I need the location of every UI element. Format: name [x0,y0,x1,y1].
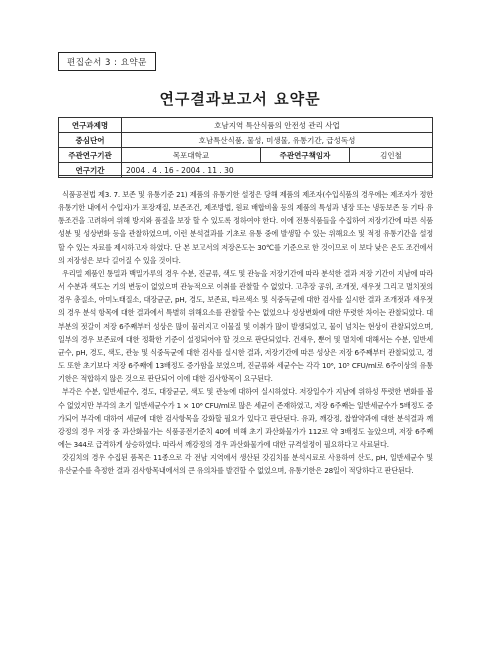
pi-value: 김인철 [350,148,433,163]
summary-paragraph: 갓김치의 경우 수집된 품목은 11종으로 각 전남 지역에서 생산된 갓김치를 분석시료로 사용하여 산도, pH, 일반세균수 및 유산균수를 측정한 결과 검사항목내에서의 큰 유의차를 발견할 수 없었으며, 유통기한은 28일이 적당하다고 판단된다. [58,453,433,476]
page-title: 연구결과보고서 요약문 [159,90,321,108]
pi-label: 주관연구책임자 [261,148,350,163]
table-bottom-rule [58,175,433,176]
summary-paragraph: 우리밀 제품인 통밀과 백밀가루의 경우 수분, 진균류, 색도 및 관능을 저장기간에 따라 분석한 결과 저장 기간이 지남에 따라서 수분과 색도는 기의 변동이 없었으며 관능적으로 이취를 관찰할 수 없었다. 고추장 공위, 조개젓, 새우젓 그리고 멸치젓의 경우 총질소, 아미노태질소, 대장균군, pH, 경도, 보존료, 타르색소 및 식중독균에 대한 검사를 실시한 결과 조개젓과 새우젓의 경우 분석 항목에 대한 결과에서 특별히 위해요소를 관찰할 수는 없었으나 성상변화에 대한 뚜렷한 차이는 관찰되었다. 대부분의 젓갈이 저장 6주째부터 성상은 많이 물러지고 이물질 및 이취가 많이 발생되었고, 물이 넘치는 현상이 관찰되었으며, 일부의 경우 보존료에 대한 정확한 기준이 설정되어야 할 것으로 판단되었다. 건새우, 뿐어 및 멸치에 대해서는 수분, 일반세균수, pH, 경도, 색도, 관능 및 식중독균에 대한 검사를 실시한 결과, 저장기간에 따른 성상은 저장 6주째부터 관찰되었고, 경도 또한 초기보다 저장 6주째에 13배정도 증가함을 보였으며, 진균류와 세균수는 각각 10⁶, 10⁵ CFU/ml로 6주이상의 유통기한은 적합하지 않은 것으로 판단되어 이에 대한 검사항목이 요구된다. [58,268,433,384]
summary-paragraph: 식품공전법 제3. 7. 보존 및 유통기준 21) 제품의 유통기한 설정은 당해 제품의 제조자(수입식품의 경우에는 제조자가 정한 유통기한 내에서 수입자)가 포장재질, 보존조건, 제조방법, 원료 배합비율 등의 제품의 특성과 냉장 또는 냉동보존 등 기타 유통조건을 고려하여 위해 방지와 품질을 보장 할 수 있도록 정하여야 한다. 이에 전통식품들을 수집하여 저장기간에 따른 식품성분 및 성상변화 등을 관찰하였으며, 이런 분석결과를 기초로 유통 중에 발생할 수 있는 위해요소 및 적정 유통기간을 설정할 수 있는 자료를 제시하고자 하였다. 단 본 보고서의 저장온도는 30℃를 기준으로 한 것이므로 이 보다 낮은 온도 조건에서의 저장성은 보다 길어질 수 있을 것이다. [58,190,433,265]
period-value: 2004 . 4 . 16 - 2004 . 11 . 30 [122,163,433,178]
summary-body [58,188,433,477]
task-label: 연구과제명 [59,118,122,133]
org-value: 목포대학교 [122,148,261,163]
org-label: 주관연구기관 [59,148,122,163]
document-order-tag: 편집순서 3 : 요약문 [58,52,156,71]
org-row [59,148,433,163]
keyword-value: 호남특산식품, 물성, 미생물, 유통기간, 급성독성 [122,133,433,148]
task-row [59,118,433,133]
task-value: 호남지역 특산식품의 안전성 관리 사업 [122,118,433,133]
period-label: 연구기간 [59,163,122,178]
keyword-row [59,133,433,148]
summary-meta-table [58,117,433,178]
keyword-label: 중심단어 [59,133,122,148]
summary-paragraph: 부각은 수분, 일반세균수, 경도, 대장균군, 색도 및 관능에 대하여 실시하였다. 저장일수가 지남에 위하성 뚜렷한 변화를 볼 수 없었지만 부각의 초기 일반세균수가 1 × 10⁶ CFU/ml로 많은 세균이 존재하였고, 저장 6주째는 일반세균수가 5배정도 증가되어 부각에 대하여 세균에 대한 검사항목을 강화할 필요가 있다고 판단된다. 유과, 깨강정, 찹쌀약과에 대한 분석결과 깨강정의 경우 저장 중 과산화물가는 식품공전기준치 40에 비해 초기 과산화물가가 112로 약 3배정도 높았으며, 저장 6주째에는 344로 급격하게 상승하였다. 따라서 깨강정의 경우 과산화물가에 대한 규격설정이 필요하다고 사료된다. [58,387,433,449]
